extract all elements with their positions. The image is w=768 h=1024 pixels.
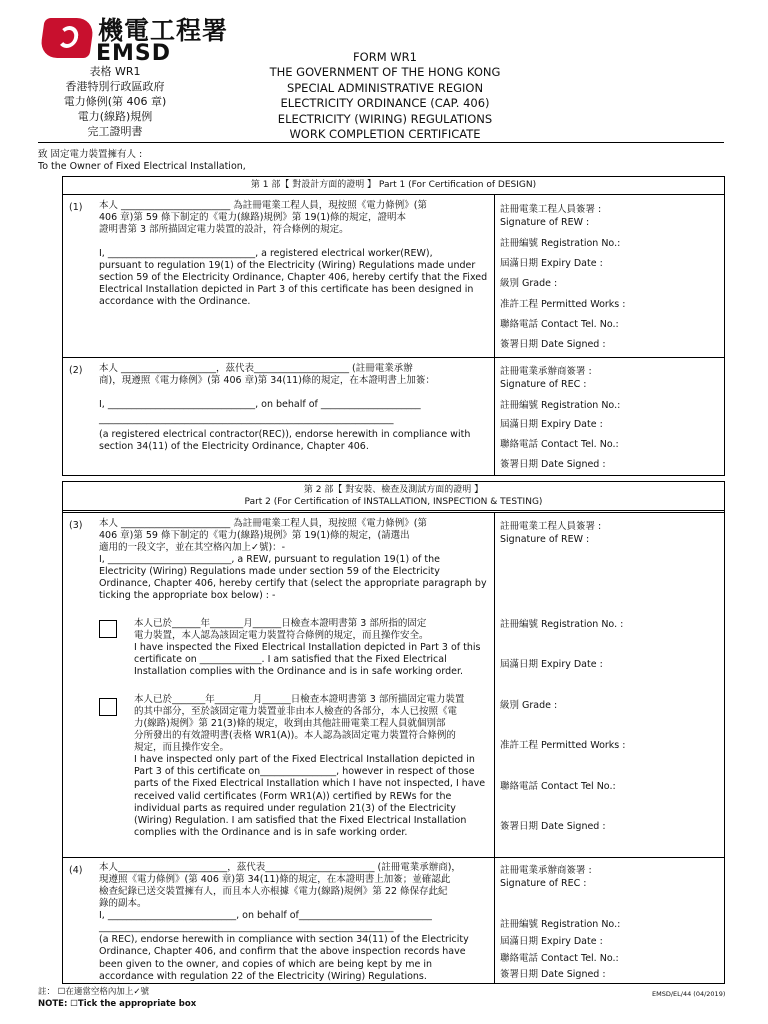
part-2-heading — [63, 482, 724, 511]
field-label: 簽署日期 Date Signed : — [500, 459, 606, 470]
title-line: ELECTRICITY (WIRING) REGULATIONS — [277, 111, 493, 126]
section-4-text — [99, 862, 494, 983]
field-label: 級別 Grade : — [500, 700, 558, 711]
text-line: 電力裝置，本人認為該固定電力裝置符合條例的規定，而且操作安全。 — [134, 630, 429, 642]
option-1-text — [134, 618, 494, 678]
field-label: 屆滿日期 Expiry Date : — [500, 659, 603, 670]
addressee — [38, 149, 246, 173]
section-1 — [63, 194, 724, 357]
text-line: Ordinance, Chapter 406, and confirm that the above inspection records have — [99, 946, 466, 958]
title-line: 香港特別行政區政府 — [65, 80, 165, 93]
column-divider — [494, 358, 495, 475]
title-line: SPECIAL ADMINISTRATIVE REGION — [286, 80, 484, 95]
field-label: 簽署日期 Date Signed : — [500, 339, 606, 350]
section-2 — [63, 357, 724, 475]
text-line: 406 章)第 59 條下制定的《電力(線路)規例》第 19(1)條的規定，(請選出 — [99, 530, 410, 542]
title-line: THE GOVERNMENT OF THE HONG KONG — [269, 65, 501, 80]
part-2-installation — [62, 481, 725, 984]
text-line: ______________________________________________________________ — [99, 922, 394, 934]
text-line: Part 3 of this certificate on________________, however in respect of those — [134, 766, 475, 778]
text-line: 的其中部分，至於該固定電力裝置並非由本人檢查的各部分，本人已按照《電 — [134, 706, 458, 718]
field-label: 准許工程 Permitted Works : — [500, 299, 626, 310]
field-label: 級別 Grade : — [500, 278, 558, 289]
text-line: 本人已於______年_______月______日檢查本證明書第 3 部所指的固定 — [134, 618, 427, 629]
field-label: Signature of REC : — [500, 379, 587, 390]
section-2-text — [99, 363, 494, 453]
column-divider — [494, 195, 495, 357]
part-1-heading: 第 1 部【 對設計方面的證明 】 Part 1 (For Certification of DESIGN) — [63, 177, 724, 195]
title-line: ELECTRICITY ORDINANCE (CAP. 406) — [280, 96, 490, 111]
text-line: I, ___________________________, on behalf of____________________________ — [99, 910, 432, 922]
text-line: 適用的一段文字，並在其空格內加上✓號)：- — [99, 542, 286, 554]
field-label: 註冊編號 Registration No. : — [500, 619, 624, 630]
part-1-design — [62, 176, 725, 476]
option-2-text — [134, 694, 494, 839]
title-line: 完工證明書 — [87, 125, 143, 138]
section-number: (4) — [69, 865, 83, 876]
text-line: I have inspected only part of the Fixed Electrical Installation depicted in — [134, 754, 475, 766]
field-label: 聯絡電話 Contact Tel. No.: — [500, 319, 619, 330]
section-number: (1) — [69, 202, 83, 213]
english-title-block — [240, 50, 530, 142]
text-line: been given to the owner, and copies of which are being kept by me in — [99, 958, 432, 970]
text-line: parts of the Fixed Electrical Installation which I have not inspected, I have — [134, 778, 486, 790]
text-line: 分所發出的有效證明書(表格 WR1(A))。本人認為該固定電力裝置符合條例的 — [134, 730, 456, 742]
text-line: 本人已於_______年________月______日檢查本證明書第 3 部所描固定電力裝置 — [134, 694, 465, 705]
text-line: I, _______________________________, on behalf of _____________________ — [99, 399, 421, 411]
text-line: (a REC), endorse herewith in compliance with section 34(11) of the Electricity — [99, 934, 469, 946]
field-label: Signature of REC : — [500, 878, 587, 889]
text-line: complies with the Ordinance and is in safe working order. — [134, 826, 408, 838]
text-line: Installation complies with the Ordinance and is in safe working order. — [134, 666, 464, 678]
field-label: 聯絡電話 Contact Tel. No.: — [500, 953, 619, 964]
column-divider — [494, 513, 495, 857]
emsd-logo-icon — [39, 18, 95, 58]
part-2-heading-zh: 第 2 部【 對安裝、檢查及測試方面的證明 】 — [303, 485, 484, 495]
field-label: 簽署日期 Date Signed : — [500, 821, 606, 832]
option-2-checkbox[interactable] — [99, 698, 117, 716]
text-line: I have inspected the Fixed Electrical Installation depicted in Part 3 of this — [134, 642, 481, 654]
section-1-text — [99, 200, 494, 309]
title-line: WORK COMPLETION CERTIFICATE — [289, 127, 481, 142]
field-label: 註冊編號 Registration No.: — [500, 238, 621, 249]
section-4 — [63, 857, 724, 983]
text-line: 證明書第 3 部所描固定電力裝置的設計，符合條例的規定。 — [99, 224, 349, 236]
text-line: ticking the appropriate box below) : - — [99, 590, 276, 602]
field-label: 註冊電業工程人員簽署 : — [500, 521, 602, 532]
text-line: 現遵照《電力條例》(第 406 章)第 34(11)條的規定，在本證明書上加簽；並確認此 — [99, 874, 451, 886]
title-line: FORM WR1 — [353, 50, 417, 64]
text-line: 商)，現遵照《電力條例》(第 406 章)第 34(11)條的規定，在本證明書上加簽： — [99, 375, 435, 387]
logo-english-text: EMSD — [96, 41, 172, 66]
text-line: Electricity (Wiring) Regulations made under section 59 of the Electricity — [99, 566, 440, 578]
title-line: 表格 WR1 — [89, 65, 141, 78]
field-label: 屆滿日期 Expiry Date : — [500, 258, 603, 269]
option-1-checkbox[interactable] — [99, 620, 117, 638]
field-label: 註冊電業承辦商簽署 : — [500, 366, 592, 377]
text-line: accordance with regulation 22 of the Electricity (Wiring) Regulations. — [99, 970, 427, 982]
text-line: 力(線路)規例》第 21(3)條的規定，收到由其他註冊電業工程人員就個別部 — [134, 718, 446, 730]
text-line: I, __________________________, a REW, pursuant to regulation 19(1) of the — [99, 554, 440, 566]
text-line: Electrical Installation depicted in Part 3 of this certificate has been designed in — [99, 284, 474, 296]
field-label: Signature of REW : — [500, 534, 590, 545]
addressee-en: To the Owner of Fixed Electrical Installation, — [38, 161, 246, 172]
field-label: 註冊電業工程人員簽署 : — [500, 204, 602, 215]
text-line: pursuant to regulation 19(1) of the Electricity (Wiring) Regulations made under — [99, 260, 476, 272]
footnote — [38, 986, 196, 1010]
logo-chinese-text: 機電工程署 — [98, 16, 229, 45]
chinese-title-block — [40, 64, 190, 139]
title-line: 電力(線路)規例 — [77, 110, 153, 123]
title-line: 電力條例(第 406 章) — [63, 95, 167, 108]
part-2-heading-en: Part 2 (For Certification of INSTALLATION, INSPECTION & TESTING) — [244, 497, 543, 507]
text-line: 406 章)第 59 條下制定的《電力(線路)規例》第 19(1)條的規定，證明本 — [99, 212, 406, 224]
field-label: 簽署日期 Date Signed : — [500, 969, 606, 980]
section-number: (3) — [69, 520, 83, 531]
text-line: 本人_______________________，茲代表_______________________ (註冊電業承辦商)， — [99, 862, 461, 873]
section-3-text — [99, 518, 494, 602]
field-label: 聯絡電話 Contact Tel. No.: — [500, 439, 619, 450]
text-line: accordance with the Ordinance. — [99, 296, 251, 308]
field-label: 准許工程 Permitted Works : — [500, 740, 626, 751]
section-3 — [63, 512, 724, 857]
text-line: (a registered electrical contractor(REC)), endorse herewith in compliance with — [99, 429, 471, 441]
text-line: 檢查紀錄已送交裝置擁有人，而且本人亦根據《電力(線路)規例》第 22 條保存此紀 — [99, 886, 448, 898]
addressee-zh: 致 固定電力裝置擁有人 : — [38, 149, 143, 160]
text-line: (Wiring) Regulation. I am satisfied that the Fixed Electrical Installation — [134, 814, 467, 826]
text-line: ______________________________________________________________ — [99, 414, 394, 426]
section-number: (2) — [69, 365, 83, 376]
text-line: 本人 _______________________ 為註冊電業工程人員，現按照《電力條例》(第 — [99, 518, 427, 529]
field-label: 註冊電業承辦商簽署 : — [500, 865, 592, 876]
text-line: received valid certificates (Form WR1(A)) certified by REWs for the — [134, 790, 452, 802]
form-code: EMSD/EL/44 (04/2019) — [652, 990, 726, 998]
text-line: I, _______________________________, a registered electrical worker(REW), — [99, 248, 433, 260]
text-line: 本人 ____________________，茲代表____________________ (註冊電業承辦 — [99, 363, 413, 374]
text-line: certificate on _____________. I am satisfied that the Fixed Electrical — [134, 654, 447, 666]
footnote-zh: 註： ☐在適當空格內加上✓號 — [38, 987, 149, 997]
field-label: 屆滿日期 Expiry Date : — [500, 419, 603, 430]
field-label: 屆滿日期 Expiry Date : — [500, 936, 603, 947]
field-label: 註冊編號 Registration No.: — [500, 919, 621, 930]
text-line: 本人 _______________________ 為註冊電業工程人員，現按照《電力條例》(第 — [99, 200, 427, 211]
column-divider — [494, 858, 495, 983]
text-line: 規定，而且操作安全。 — [134, 742, 230, 754]
text-line: section 59 of the Electricity Ordinance, Chapter 406, hereby certify that the Fixed — [99, 272, 488, 284]
text-line: individual parts as required under regulation 21(3) of the Electricity — [134, 802, 456, 814]
text-line: Ordinance, Chapter 406, hereby certify that (select the appropriate paragraph by — [99, 578, 487, 590]
text-line: 錄的副本。 — [99, 898, 147, 910]
field-label: Signature of REW : — [500, 217, 590, 228]
footnote-en: NOTE: ☐Tick the appropriate box — [38, 999, 197, 1009]
text-line: section 34(11) of the Electricity Ordinance, Chapter 406. — [99, 441, 369, 453]
field-label: 註冊編號 Registration No.: — [500, 400, 621, 411]
header-divider — [38, 142, 724, 143]
field-label: 聯絡電話 Contact Tel No.: — [500, 781, 616, 792]
